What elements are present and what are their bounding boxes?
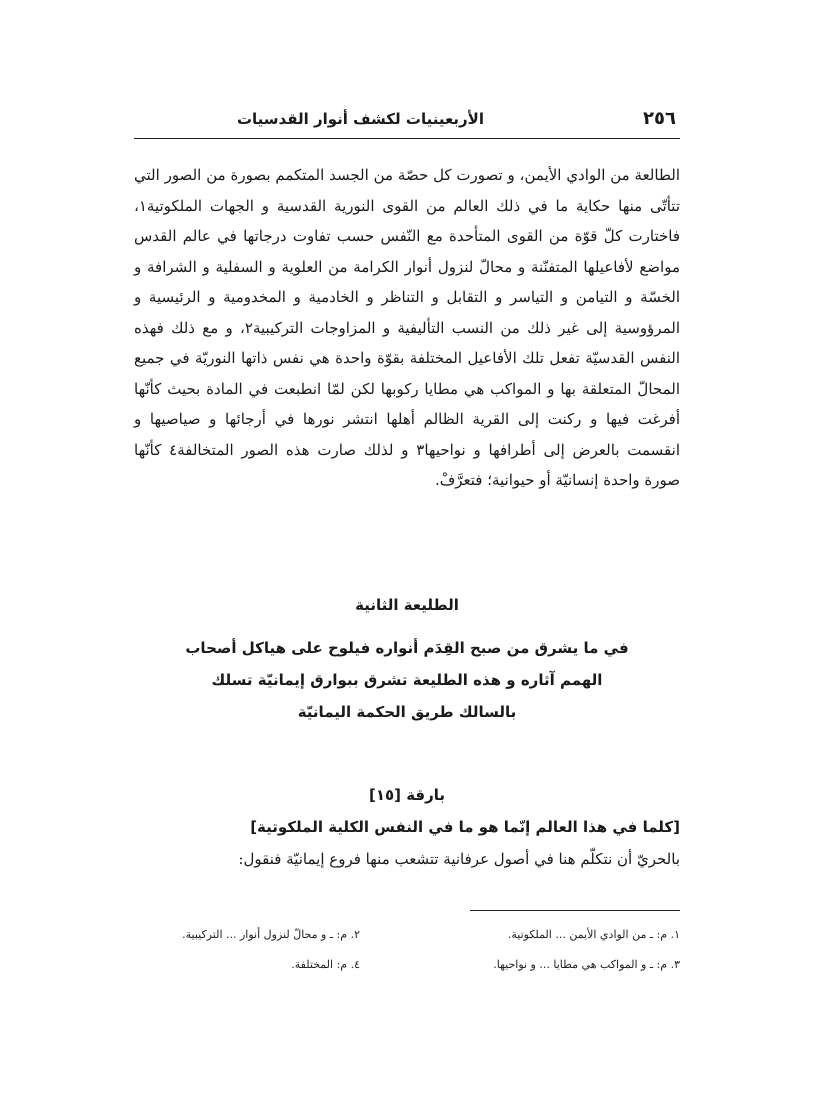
footnote-divider — [470, 910, 680, 911]
footnote-1: ١. م: ـ من الوادي الأيمن ... الملكوتية. — [507, 928, 680, 941]
running-header — [134, 108, 680, 139]
footnote-4: ٤. م: المختلفة. — [291, 958, 360, 971]
barqa-heading: [كلما في هذا العالم إنّما هو ما في النفس الكلية الملكوتية] — [250, 818, 680, 836]
barqa-title: بارقة [١٥] — [368, 786, 446, 804]
barqa-text: بالحريّ أن نتكلّم هنا في أصول عرفانية تتشعب منها فروع إيمانيّة فنقول: — [238, 850, 680, 868]
section-subtitle — [134, 632, 680, 728]
section-title: الطليعة الثانية — [355, 596, 459, 614]
section-subtitle-line: في ما يشرق من صبح القِدَم أنواره فيلوح على هياكل أصحاب — [185, 639, 629, 657]
page-number: ٢٥٦ — [643, 108, 676, 129]
section-subtitle-line: بالسالك طريق الحكمة اليمانيّة — [297, 703, 517, 721]
footnote-2: ٢. م: ـ و محالّ لنزول أنوار ... التركيبية. — [182, 928, 360, 941]
body-paragraph: الطالعة من الوادي الأيمن، و تصورت كل حصّة من الجسد المتكمم بصورة من الصور التي تتأتّى منها حكاية ما في ذلك العالم من القوى النورية القدسية و الجهات الملكوتية١، فاختارت كلّ قوّة من القوى المتأحدة مع النّفس حسب تفاوت درجاتها في عالم القدس مواضع لأفاعيلها المتفنّنة و محالّ لنزول أنوار الكرامة من العلوية و السفلية و الشرافة و الخسّة و التيامن و التياسر و التقابل و التناظر و الخادمية و المخدومية و الرئيسية و المرؤوسية إلى غير ذلك من النسب التأليفية و المزاوجات التركيبية٢، و مع ذلك فهذه النفس القدسيّة تفعل تلك الأفاعيل المختلفة بقوّة واحدة هي نفس ذاتها النوريّة في جميع المحالّ المتعلقة بها و المواكب هي مطايا ركوبها لكن لمّا انطبعت في المادة بحيث كأنّها أفرغت فيها و ركنت إلى القرية الظالم أهلها انتشر نورها في أرجائها و صياصيها و انقسمت بالعرض إلى أطرافها و نواحيها٣ و لذلك صارت هذه الصور المتخالفة٤ كأنّها صورة واحدة إنسانيّة أو حيوانية؛ فتعرَّفْ. — [134, 166, 680, 489]
section-subtitle-line: الهمم آثاره و هذه الطليعة تشرق ببوارق إيمانيّة تسلك — [211, 671, 603, 689]
running-title: الأربعينيات لكشف أنوار القدسيات — [236, 110, 484, 128]
footnote-3: ٣. م: ـ و المواكب هي مطايا ... و نواحيها. — [493, 958, 680, 971]
